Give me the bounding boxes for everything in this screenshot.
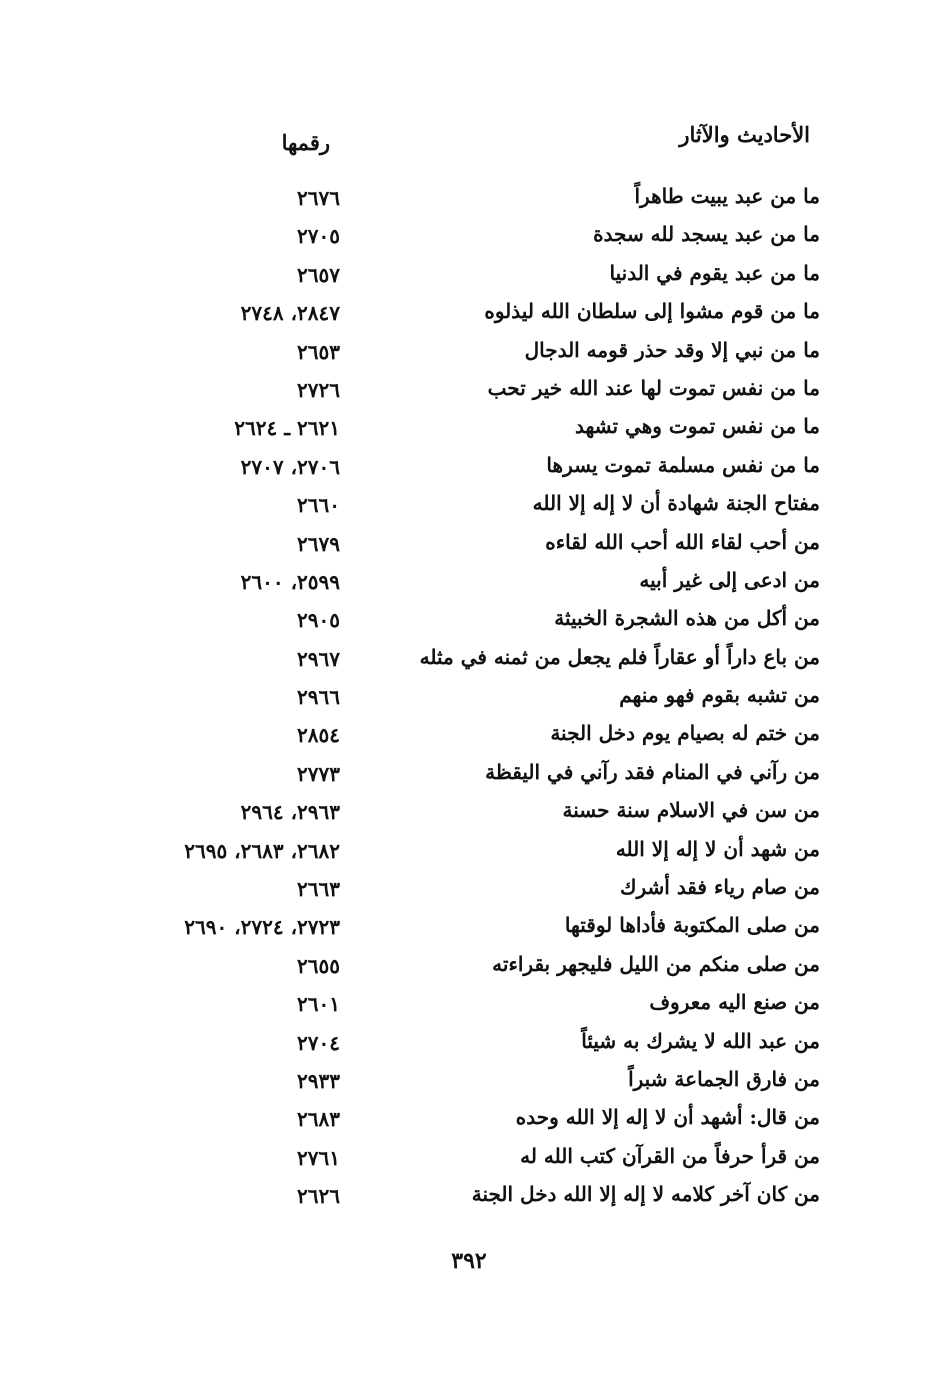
index-row [0, 1101, 938, 1139]
index-row [0, 1025, 938, 1063]
index-row [0, 909, 938, 947]
index-row [0, 871, 938, 909]
hadith-text: من فارق الجماعة شبراً [628, 1066, 820, 1091]
hadith-number: ٢٦٨٣ [297, 1107, 340, 1132]
hadith-number: ٢٦٢١ ـ ٢٦٢٤ [234, 416, 340, 441]
index-row [0, 487, 938, 525]
hadith-text: مفتاح الجنة شهادة أن لا إله إلا الله [532, 491, 820, 516]
index-row [0, 756, 938, 794]
hadith-number: ٢٧٦١ [297, 1145, 340, 1170]
hadith-text: ما من نفس تموت وهي تشهد [574, 414, 820, 439]
hadith-text: من ختم له بصيام يوم دخل الجنة [550, 721, 820, 746]
index-row [0, 564, 938, 602]
hadith-text: من صنع اليه معروف [649, 990, 820, 1015]
hadith-number: ٢٩٠٥ [297, 608, 340, 633]
hadith-text: من ادعى إلى غير أبيه [639, 567, 820, 592]
hadith-text: ما من نبي إلا وقد حذر قومه الدجال [524, 337, 820, 362]
index-row [0, 641, 938, 679]
hadith-number: ٢٨٥٤ [297, 723, 340, 748]
index-row [0, 833, 938, 871]
hadith-number: ٢٦٥٧ [297, 262, 340, 287]
index-row [0, 334, 938, 372]
hadith-text: من باع داراً أو عقاراً فلم يجعل من ثمنه في مثله [419, 644, 820, 669]
hadith-number: ٢٦٨٢، ٢٦٨٣، ٢٦٩٥ [184, 838, 340, 863]
hadith-text: من كان آخر كلامه لا إله إلا الله دخل الجنة [471, 1182, 820, 1207]
hadith-text: من شهد أن لا إله إلا الله [615, 836, 820, 861]
index-row [0, 948, 938, 986]
hadith-text: ما من عبد يسجد لله سجدة [593, 222, 820, 247]
hadith-number: ٢٧٢٦ [297, 377, 340, 402]
hadith-number: ٢٧٠٤ [297, 1030, 340, 1055]
index-row [0, 717, 938, 755]
index-row [0, 410, 938, 448]
hadith-text: ما من نفس مسلمة تموت يسرها [546, 452, 820, 477]
hadith-text: ما من عبد يقوم في الدنيا [609, 260, 820, 285]
hadith-number: ٢٦٠١ [297, 992, 340, 1017]
index-row [0, 986, 938, 1024]
hadith-text: ما من قوم مشوا إلى سلطان الله ليذلوه [484, 299, 820, 324]
hadith-number: ٢٨٤٧، ٢٧٤٨ [240, 301, 340, 326]
hadith-text: ما من نفس تموت لها عند الله خير تحب [487, 375, 820, 400]
hadith-number: ٢٥٩٩، ٢٦٠٠ [240, 569, 340, 594]
hadith-number: ٢٦٦٠ [297, 493, 340, 518]
hadith-text: من صلى منكم من الليل فليجهر بقراءته [492, 951, 820, 976]
hadith-text: من صام رياء فقد أشرك [620, 875, 820, 900]
index-row [0, 679, 938, 717]
hadith-number: ٢٦٧٦ [297, 186, 340, 210]
hadith-number: ٢٧٢٣، ٢٧٢٤، ٢٦٩٠ [184, 915, 340, 940]
index-row [0, 449, 938, 487]
hadith-text: من قرأ حرفاً من القرآن كتب الله له [520, 1143, 820, 1168]
hadith-number: ٢٩٦٧ [297, 646, 340, 671]
hadith-text: من سن في الاسلام سنة حسنة [562, 798, 820, 823]
hadith-number: ٢٧٠٥ [297, 224, 340, 249]
hadith-number: ٢٦٥٣ [297, 339, 340, 364]
hadith-column-header: الأحاديث والآثار [679, 122, 810, 147]
hadith-text: من أحب لقاء الله أحب الله لقاءه [545, 529, 820, 554]
hadith-number: ٢٩٦٣، ٢٩٦٤ [240, 800, 340, 825]
hadith-text: من عبد الله لا يشرك به شيئاً [581, 1028, 820, 1053]
index-row [0, 602, 938, 640]
index-list [0, 180, 938, 1217]
page-number: ٣٩٢ [451, 1248, 487, 1274]
hadith-text: ما من عبد يبيت طاهراً [634, 184, 820, 208]
index-row [0, 1140, 938, 1178]
hadith-text: من رآني في المنام فقد رآني في اليقظة [485, 759, 820, 784]
number-column-header: رقمها [281, 130, 330, 155]
hadith-number: ٢٦٧٩ [297, 531, 340, 556]
index-row [0, 218, 938, 256]
hadith-text: من قال: أشهد أن لا إله إلا الله وحده [515, 1105, 820, 1130]
hadith-text: من صلى المكتوبة فأداها لوقتها [564, 913, 820, 938]
index-row [0, 257, 938, 295]
hadith-text: من تشبه بقوم فهو منهم [619, 683, 820, 708]
index-row [0, 1063, 938, 1101]
index-row [0, 526, 938, 564]
hadith-text: من أكل من هذه الشجرة الخبيثة [554, 606, 820, 631]
hadith-number: ٢٩٦٦ [297, 685, 340, 710]
hadith-number: ٢٧٧٣ [297, 761, 340, 786]
index-row [0, 372, 938, 410]
index-row [0, 794, 938, 832]
hadith-number: ٢٧٠٦، ٢٧٠٧ [240, 454, 340, 479]
hadith-number: ٢٩٣٣ [297, 1068, 340, 1093]
index-row [0, 180, 938, 218]
hadith-number: ٢٦٦٣ [297, 877, 340, 902]
index-row [0, 295, 938, 333]
index-row [0, 1178, 938, 1216]
hadith-number: ٢٦٢٦ [297, 1184, 340, 1209]
hadith-number: ٢٦٥٥ [297, 953, 340, 978]
